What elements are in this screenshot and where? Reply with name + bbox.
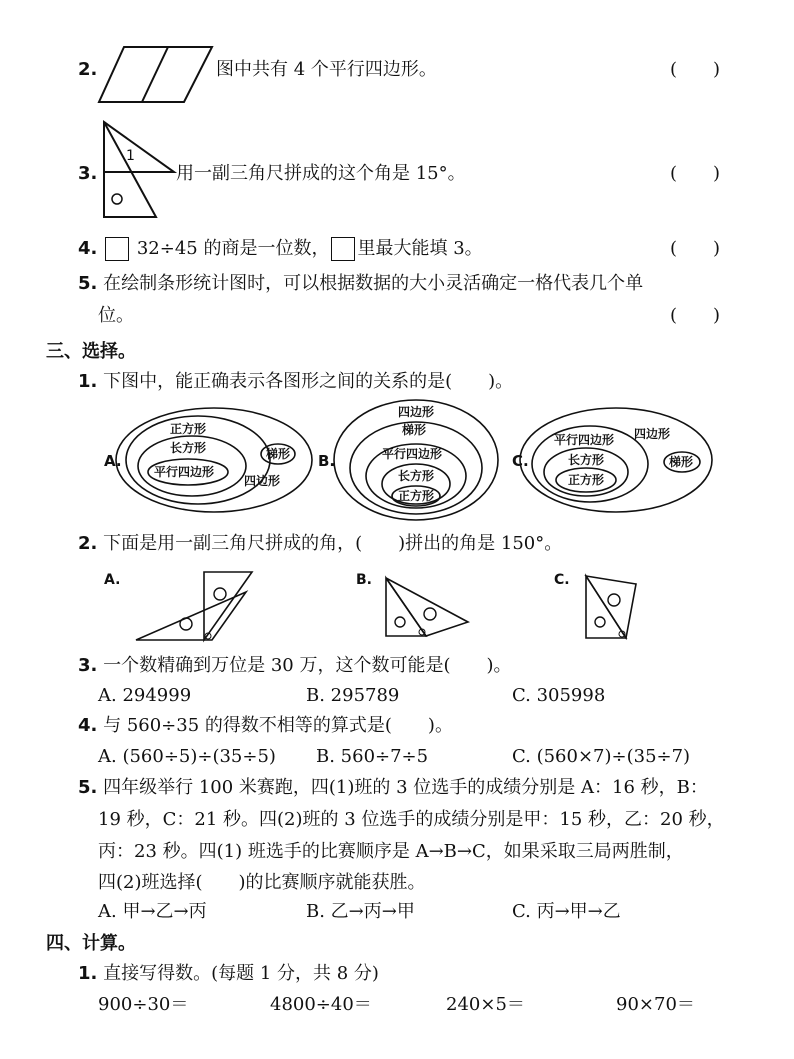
choice-q5-line-3: 丙：23 秒。四(1) 班选手的比赛顺序是 A→B→C，如果采取三局两胜制，	[98, 841, 684, 862]
item-number: 5.	[78, 273, 98, 294]
judge-item-2-text: 图中共有 4 个平行四边形。	[216, 59, 437, 80]
calc-expr: 240×5＝	[446, 994, 525, 1015]
calc-q1-text: 直接写得数。(每题 1 分，共 8 分)	[103, 963, 379, 984]
label: 长方形	[568, 453, 605, 467]
blank-box[interactable]	[331, 237, 355, 261]
item-number: 3.	[78, 655, 98, 676]
figure-option-b	[356, 572, 468, 636]
label: 平行四边形	[554, 433, 615, 447]
judge-item-5-text: 在绘制条形统计图时，可以根据数据的大小灵活确定一格代表几个单	[103, 273, 644, 294]
option-b[interactable]: B. 295789	[306, 685, 400, 706]
judge-item-4-text-a: 32÷45 的商是一位数，	[136, 238, 330, 259]
venn-diagrams	[96, 396, 716, 524]
option-c[interactable]: C. (560×7)÷(35÷7)	[512, 746, 691, 767]
label: 四边形	[244, 474, 281, 488]
section-title: 四、计算。	[46, 933, 136, 954]
item-number: 1.	[78, 371, 98, 392]
choice-q3	[78, 654, 512, 678]
judge-item-5-cont: 位。	[98, 305, 134, 326]
venn-option-c	[512, 408, 712, 512]
choice-q5-line-4: 四(2)班选择( )的比赛顺序就能获胜。	[98, 872, 426, 893]
choice-q5	[78, 776, 708, 800]
venn-option-b	[318, 400, 498, 520]
choice-q1-text: 下图中，能正确表示各图形之间的关系的是( )。	[103, 371, 514, 392]
calc-expr: 90×70＝	[616, 994, 695, 1015]
label: 正方形	[398, 489, 435, 503]
label: 长方形	[398, 469, 435, 483]
label: 梯形	[266, 447, 291, 461]
choice-q5-line-1: 四年级举行 100 米赛跑，四(1)班的 3 位选手的成绩分别是 A：16 秒，B：	[103, 777, 708, 798]
item-number: 2.	[78, 533, 98, 554]
choice-q4-text: 与 560÷35 的得数不相等的算式是( )。	[103, 715, 453, 736]
section-title: 三、选择。	[46, 341, 136, 362]
figure-option-c	[554, 572, 636, 638]
answer-paren[interactable]: ( )	[670, 59, 721, 80]
judge-item-3-text: 用一副三角尺拼成的这个角是 15°。	[176, 163, 466, 184]
choice-q1	[78, 370, 513, 394]
label: 长方形	[170, 441, 207, 455]
judge-item-2	[78, 58, 97, 82]
label: 正方形	[568, 473, 605, 487]
set-square-figures	[96, 562, 696, 646]
svg-text:A.: A.	[104, 572, 121, 588]
svg-text:C.: C.	[554, 572, 570, 588]
item-number: 2.	[78, 59, 98, 80]
choice-q5-line-2: 19 秒，C：21 秒。四(2)班的 3 位选手的成绩分别是甲：15 秒，乙：20 秒，	[98, 809, 725, 830]
label: 梯形	[669, 455, 694, 469]
option-b[interactable]: B. 乙→丙→甲	[306, 901, 415, 922]
judge-item-3	[78, 162, 97, 186]
answer-paren[interactable]: ( )	[670, 238, 721, 259]
item-number: 4.	[78, 238, 98, 259]
item-number: 1.	[78, 963, 98, 984]
judge-item-4	[78, 237, 483, 261]
option-a[interactable]: A. 甲→乙→丙	[98, 901, 207, 922]
option-a[interactable]: A. (560÷5)÷(35÷5)	[98, 746, 276, 767]
venn-option-a	[104, 408, 312, 512]
blank-box[interactable]	[105, 237, 129, 261]
option-c[interactable]: C. 丙→甲→乙	[512, 901, 621, 922]
label: 梯形	[402, 423, 427, 437]
item-number: 5.	[78, 777, 98, 798]
label: 四边形	[398, 405, 435, 419]
svg-text:B.: B.	[318, 452, 336, 470]
choice-q2-text: 下面是用一副三角尺拼成的角，( )拼出的角是 150°。	[103, 533, 563, 554]
option-c[interactable]: C. 305998	[512, 685, 606, 706]
label: 四边形	[634, 427, 671, 441]
item-number: 4.	[78, 715, 98, 736]
answer-paren[interactable]: ( )	[670, 305, 721, 326]
label: 正方形	[170, 422, 207, 436]
option-b[interactable]: B. 560÷7÷5	[316, 746, 429, 767]
calc-expr: 4800÷40＝	[270, 994, 372, 1015]
answer-paren[interactable]: ( )	[670, 163, 721, 184]
calc-expr: 900÷30＝	[98, 994, 189, 1015]
triangle-ruler-figure	[100, 120, 178, 220]
label: 平行四边形	[382, 447, 443, 461]
angle-label: 1	[126, 148, 135, 164]
choice-q4	[78, 714, 453, 738]
svg-text:B.: B.	[356, 572, 372, 588]
option-a[interactable]: A. 294999	[98, 685, 192, 706]
parallelogram-figure	[96, 44, 216, 106]
item-number: 3.	[78, 163, 98, 184]
svg-text:A.: A.	[104, 452, 122, 470]
judge-item-4-text-b: 里最大能填 3。	[357, 238, 483, 259]
choice-q3-text: 一个数精确到万位是 30 万，这个数可能是( )。	[103, 655, 512, 676]
figure-option-a	[104, 572, 252, 640]
svg-text:C.: C.	[512, 452, 529, 470]
choice-q2	[78, 532, 562, 556]
calc-q1	[78, 962, 379, 986]
judge-item-5	[78, 272, 643, 296]
label: 平行四边形	[154, 465, 215, 479]
